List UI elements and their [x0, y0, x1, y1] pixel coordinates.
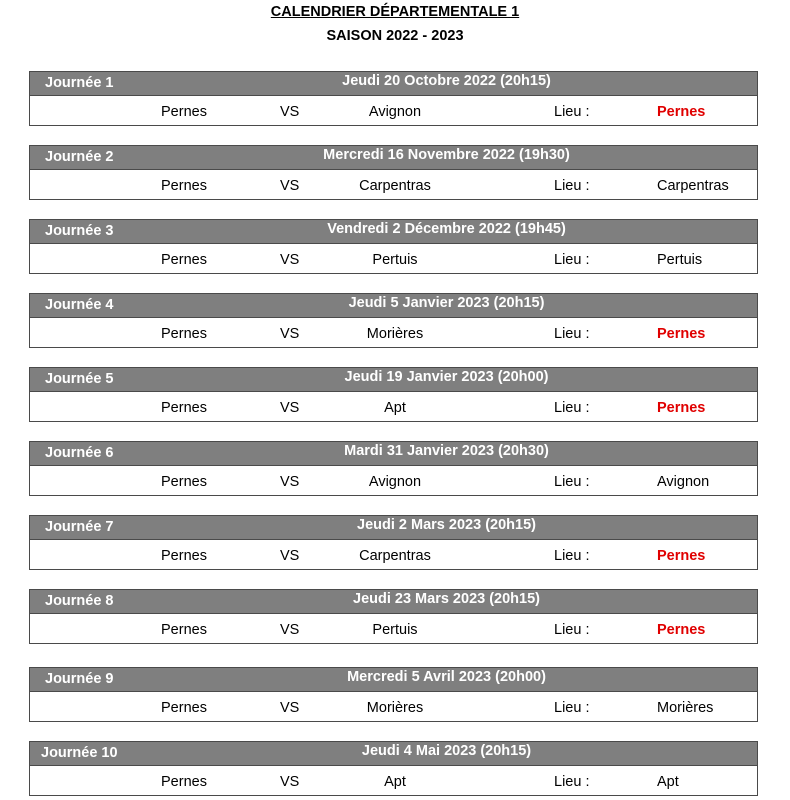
match-body [30, 392, 757, 421]
match-header [30, 220, 757, 244]
journee-label: Journée 4 [45, 297, 114, 313]
journee-label: Journée 9 [45, 671, 114, 687]
match-body [30, 692, 757, 721]
home-team: Pernes [161, 400, 207, 416]
venue: Carpentras [657, 178, 729, 194]
vs-label: VS [280, 400, 300, 416]
lieu-label: Lieu : [554, 548, 590, 564]
match-date: Vendredi 2 Décembre 2022 (19h45) [327, 221, 566, 237]
calendar-title: CALENDRIER DÉPARTEMENTALE 1 [270, 4, 520, 20]
journee-label: Journée 3 [45, 223, 114, 239]
match-date: Jeudi 19 Janvier 2023 (20h00) [344, 369, 549, 385]
match-date: Jeudi 4 Mai 2023 (20h15) [361, 743, 532, 759]
vs-label: VS [280, 774, 300, 790]
journee-label: Journée 8 [45, 593, 114, 609]
journee-label: Journée 6 [45, 445, 114, 461]
away-team: Pertuis [372, 622, 418, 638]
journee-label: Journée 5 [45, 371, 114, 387]
match-header [30, 516, 757, 540]
season-title: SAISON 2022 - 2023 [326, 28, 464, 44]
venue: Morières [657, 700, 714, 716]
away-team: Avignon [368, 474, 422, 490]
lieu-label: Lieu : [554, 326, 590, 342]
match-date: Jeudi 20 Octobre 2022 (20h15) [342, 73, 551, 89]
away-team: Carpentras [359, 548, 431, 564]
venue: Pernes [657, 548, 706, 564]
lieu-label: Lieu : [554, 700, 590, 716]
match-header [30, 368, 757, 392]
vs-label: VS [280, 104, 300, 120]
lieu-label: Lieu : [554, 474, 590, 490]
home-team: Pernes [161, 178, 207, 194]
match-header [30, 442, 757, 466]
journee-label: Journée 2 [45, 149, 114, 165]
match-date: Jeudi 5 Janvier 2023 (20h15) [348, 295, 545, 311]
match-body [30, 466, 757, 495]
match-row [29, 71, 758, 126]
match-header [30, 294, 757, 318]
match-date: Mercredi 5 Avril 2023 (20h00) [347, 669, 546, 685]
away-team: Pertuis [372, 252, 418, 268]
match-body [30, 614, 757, 643]
venue: Pernes [657, 326, 706, 342]
home-team: Pernes [161, 700, 207, 716]
match-row [29, 367, 758, 422]
match-date: Mercredi 16 Novembre 2022 (19h30) [323, 147, 570, 163]
match-row [29, 515, 758, 570]
venue: Pernes [657, 104, 706, 120]
match-header [30, 146, 757, 170]
vs-label: VS [280, 474, 300, 490]
match-row [29, 741, 758, 796]
home-team: Pernes [161, 474, 207, 490]
away-team: Morières [366, 700, 424, 716]
home-team: Pernes [161, 622, 207, 638]
journee-label: Journée 10 [41, 745, 118, 761]
match-body [30, 318, 757, 347]
vs-label: VS [280, 326, 300, 342]
match-date: Jeudi 2 Mars 2023 (20h15) [357, 517, 536, 533]
match-body [30, 540, 757, 569]
away-team: Apt [384, 400, 406, 416]
match-row [29, 293, 758, 348]
vs-label: VS [280, 548, 300, 564]
match-body [30, 244, 757, 273]
match-row [29, 589, 758, 644]
away-team: Apt [384, 774, 406, 790]
match-date: Mardi 31 Janvier 2023 (20h30) [344, 443, 549, 459]
journee-label: Journée 7 [45, 519, 114, 535]
match-row [29, 441, 758, 496]
match-body [30, 766, 757, 795]
match-header [30, 72, 757, 96]
away-team: Morières [366, 326, 424, 342]
venue: Avignon [657, 474, 710, 490]
lieu-label: Lieu : [554, 104, 590, 120]
match-header [30, 668, 757, 692]
home-team: Pernes [161, 774, 207, 790]
match-body [30, 170, 757, 199]
venue: Apt [657, 774, 679, 790]
lieu-label: Lieu : [554, 400, 590, 416]
vs-label: VS [280, 178, 300, 194]
home-team: Pernes [161, 548, 207, 564]
lieu-label: Lieu : [554, 178, 590, 194]
match-row [29, 219, 758, 274]
match-row [29, 145, 758, 200]
match-body [30, 96, 757, 125]
away-team: Carpentras [359, 178, 431, 194]
match-date: Jeudi 23 Mars 2023 (20h15) [353, 591, 540, 607]
match-header [30, 742, 757, 766]
vs-label: VS [280, 252, 300, 268]
vs-label: VS [280, 622, 300, 638]
home-team: Pernes [161, 326, 207, 342]
match-header [30, 590, 757, 614]
venue: Pernes [657, 622, 706, 638]
match-row [29, 667, 758, 722]
lieu-label: Lieu : [554, 622, 590, 638]
home-team: Pernes [161, 252, 207, 268]
venue: Pernes [657, 400, 706, 416]
lieu-label: Lieu : [554, 252, 590, 268]
lieu-label: Lieu : [554, 774, 590, 790]
venue: Pertuis [657, 252, 703, 268]
vs-label: VS [280, 700, 300, 716]
journee-label: Journée 1 [45, 75, 114, 91]
away-team: Avignon [368, 104, 422, 120]
home-team: Pernes [161, 104, 207, 120]
